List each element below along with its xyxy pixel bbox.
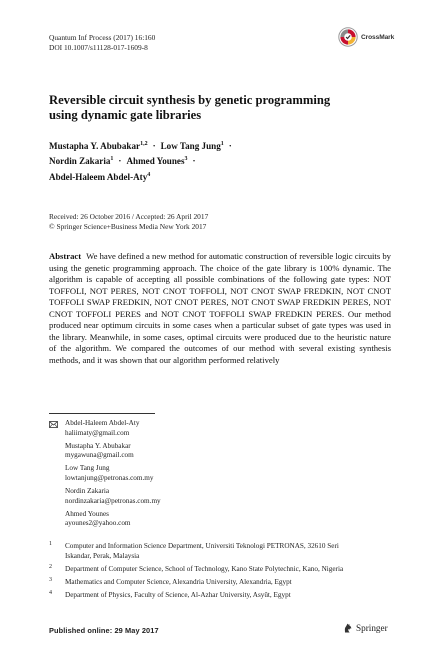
envelope-icon xyxy=(49,421,58,428)
contact-entry xyxy=(65,419,161,438)
springer-horse-icon xyxy=(342,622,354,634)
author-contacts xyxy=(49,419,161,532)
affiliation-text: Computer and Information Science Department, Universiti Teknologi PETRONAS, 32610 Seri Iskandar, Perak, Malaysia xyxy=(65,542,339,560)
affiliation-number: 1 xyxy=(49,541,52,547)
affiliation-text: Mathematics and Computer Science, Alexandria University, Alexandria, Egypt xyxy=(65,577,292,586)
crossmark-badge[interactable] xyxy=(338,27,394,47)
footnote-divider xyxy=(49,413,155,414)
author-name[interactable]: Ahmed Younes xyxy=(126,156,185,167)
affiliation-text: Department of Physics, Faculty of Science, Al-Azhar University, Asyût, Egypt xyxy=(65,590,291,599)
author-name[interactable]: Abdel-Haleem Abdel-Aty xyxy=(49,171,148,182)
contact-email[interactable]: ayounes2@yahoo.com xyxy=(65,519,131,528)
article-title xyxy=(49,93,379,123)
author-affiliation-ref: 1 xyxy=(110,156,114,163)
abstract-heading: Abstract xyxy=(49,251,82,261)
contact-name: Low Tang Jung xyxy=(65,464,110,473)
springer-logo xyxy=(342,622,388,634)
contact-email[interactable]: lowtanjung@petronas.com.my xyxy=(65,473,154,482)
copyright: © Springer Science+Business Media New York 2017 xyxy=(49,222,207,232)
contact-email[interactable]: haliimaty@gmail.com xyxy=(65,428,130,437)
author-list xyxy=(49,138,389,184)
contact-name: Mustapha Y. Abubakar xyxy=(65,441,131,450)
crossmark-label: CrossMark xyxy=(361,33,395,41)
affiliation-number: 2 xyxy=(49,563,52,570)
affiliation xyxy=(49,565,399,575)
author-separator: · xyxy=(228,141,232,152)
springer-label: Springer xyxy=(356,623,388,633)
affiliation-number: 4 xyxy=(49,589,52,596)
author-affiliation-ref: 1 xyxy=(220,141,224,147)
affiliation-number: 3 xyxy=(49,576,52,583)
received-accepted: Received: 26 October 2016 / Accepted: 26 April 2017 xyxy=(49,212,209,221)
journal-doi[interactable]: DOI 10.1007/s11128-017-1609-8 xyxy=(49,42,148,52)
journal-info xyxy=(49,33,155,52)
abstract xyxy=(49,251,391,366)
contact-entry xyxy=(65,442,161,461)
published-date: Published online: 29 May 2017 xyxy=(49,626,159,635)
affiliation-text: Department of Computer Science, School of Technology, Kano State Polytechnic, Kano, Nigeria xyxy=(65,564,344,573)
author-separator: · xyxy=(192,156,196,167)
author-name[interactable]: Low Tang Jung xyxy=(160,141,221,152)
contact-entry xyxy=(65,464,161,483)
title-line: Reversible circuit synthesis by genetic programming xyxy=(49,93,331,107)
affiliation xyxy=(49,591,399,601)
contact-email[interactable]: mygawuna@gmail.com xyxy=(65,451,134,460)
author-affiliation-ref: 4 xyxy=(147,171,151,178)
author-name[interactable]: Nordin Zakaria xyxy=(49,156,111,167)
contact-name: Ahmed Younes xyxy=(65,509,109,518)
journal-citation: Quantum Inf Process (2017) 16:160 xyxy=(49,33,156,42)
contact-entry xyxy=(65,510,161,529)
crossmark-icon xyxy=(338,27,358,47)
author-separator: · xyxy=(118,156,122,167)
author-affiliation-ref: 1,2 xyxy=(140,141,148,147)
contact-email[interactable]: nordinzakaria@petronas.com.my xyxy=(65,496,161,505)
abstract-text: We have defined a new method for automatic construction of reversible logic circuits by using the genetic programming approach. The choice of the gate library is 100% dynamic. The algorithm is capable of accepting all possible combinations of the following gate types: NOT TOFFOLI, NOT PERES, NOT CNOT TOFFOLI, NOT CNOT SWAP FREDKIN, NOT CNOT TOFFOLI SWAP FREDKIN, NOT CNOT PERES, NOT CNOT SWAP FREDKIN PERES, NOT CNOT TOFFOLI PERES and NOT CNOT TOFFOLI SWAP FREDKIN PERES. Our method produced near optimum circuits in some cases when a particular subset of gate types was used in the library. Meanwhile, in some cases, optimal circuits were produced due to the heuristic nature of the algorithm. We compared the outcomes of our method with several existing synthesis methods, and it was shown that our algorithm performed relatively xyxy=(49,251,391,365)
affiliations xyxy=(49,542,399,604)
contact-entry xyxy=(65,487,161,506)
article-dates xyxy=(49,212,208,233)
author-separator: · xyxy=(152,141,156,152)
contact-name: Nordin Zakaria xyxy=(65,487,110,496)
affiliation xyxy=(49,578,399,588)
affiliation xyxy=(49,542,399,561)
author-affiliation-ref: 3 xyxy=(184,156,188,163)
author-name[interactable]: Mustapha Y. Abubakar xyxy=(49,141,141,152)
title-line: using dynamic gate libraries xyxy=(49,108,202,123)
author-line xyxy=(49,169,389,184)
author-line xyxy=(49,153,389,168)
contact-name: Abdel-Haleem Abdel-Aty xyxy=(65,419,140,427)
author-line xyxy=(49,138,389,153)
